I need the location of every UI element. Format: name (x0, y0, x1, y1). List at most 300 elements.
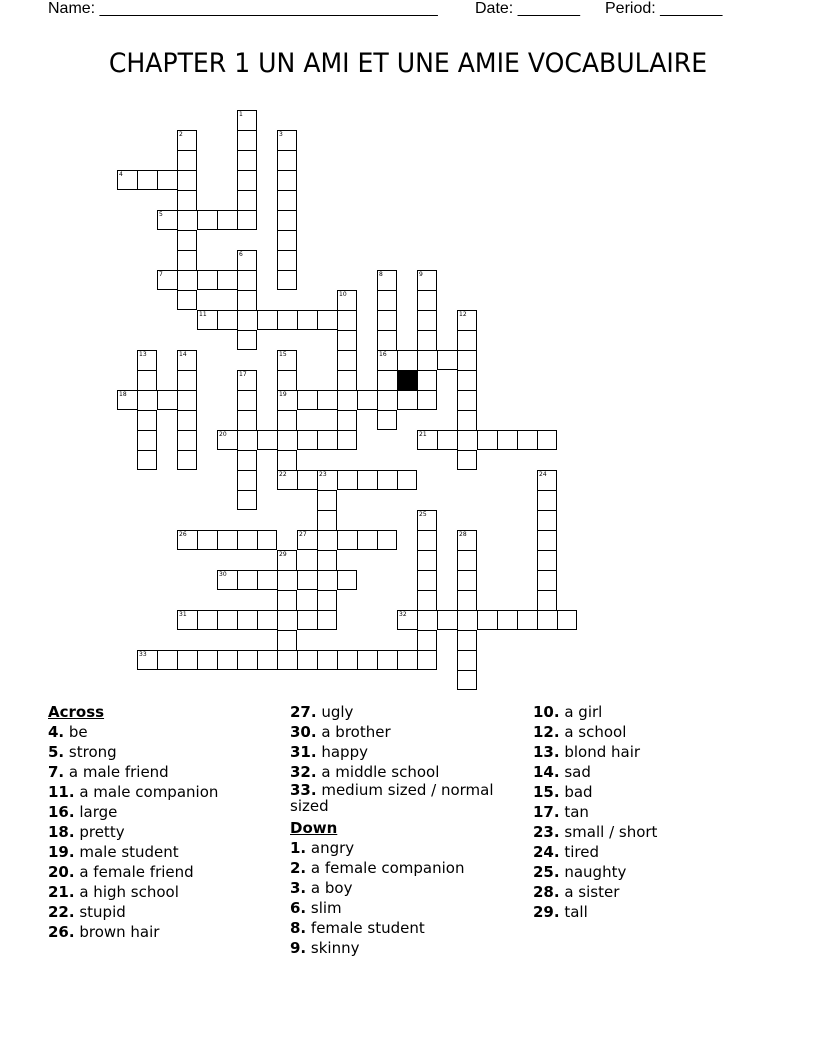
clue-item-text: bad (559, 783, 593, 801)
grid-cell[interactable] (457, 570, 477, 590)
grid-cell[interactable] (337, 330, 357, 350)
clue-number: 33 (139, 651, 147, 658)
grid-cell[interactable] (177, 230, 197, 250)
grid-cell[interactable] (277, 230, 297, 250)
clue-item-text: a school (559, 723, 627, 741)
grid-cell[interactable] (117, 170, 137, 190)
clue-item (48, 722, 218, 742)
clue-number: 4 (119, 171, 123, 178)
grid-cell[interactable] (157, 210, 177, 230)
clue-number: 22 (279, 471, 287, 478)
grid-cell[interactable] (537, 610, 557, 630)
grid-cell[interactable] (217, 650, 237, 670)
clue-item-number: 11. (48, 783, 75, 801)
clue-item-number: 26. (48, 923, 75, 941)
grid-cell[interactable] (457, 390, 477, 410)
clue-item-number: 23. (533, 823, 560, 841)
grid-cell[interactable] (457, 410, 477, 430)
clue-number: 17 (239, 371, 247, 378)
grid-cell[interactable] (497, 430, 517, 450)
grid-cell[interactable] (537, 590, 557, 610)
grid-cell[interactable] (177, 210, 197, 230)
grid-cell[interactable] (277, 370, 297, 390)
grid-cell[interactable] (337, 470, 357, 490)
grid-cell[interactable] (257, 530, 277, 550)
grid-cell[interactable] (217, 310, 237, 330)
grid-cell[interactable] (177, 170, 197, 190)
grid-cell[interactable] (397, 610, 417, 630)
grid-cell[interactable] (377, 650, 397, 670)
grid-cell[interactable] (137, 410, 157, 430)
grid-cell[interactable] (537, 490, 557, 510)
grid-cell[interactable] (237, 430, 257, 450)
grid-cell[interactable] (337, 410, 357, 430)
grid-cell[interactable] (417, 370, 437, 390)
clue-item-text: pretty (74, 823, 125, 841)
grid-cell[interactable] (537, 510, 557, 530)
grid-cell[interactable] (337, 430, 357, 450)
clue-item (533, 762, 657, 782)
clue-item (533, 822, 657, 842)
grid-cell[interactable] (137, 350, 157, 370)
clue-number: 30 (219, 571, 227, 578)
grid-cell[interactable] (457, 650, 477, 670)
grid-cell[interactable] (217, 570, 237, 590)
grid-cell[interactable] (417, 270, 437, 290)
clue-section-heading: Down (290, 819, 338, 837)
clue-number: 15 (279, 351, 287, 358)
clue-item-text: tired (559, 843, 599, 861)
clue-item (290, 898, 520, 918)
grid-cell[interactable] (157, 650, 177, 670)
grid-cell[interactable] (377, 310, 397, 330)
grid-cell[interactable] (337, 650, 357, 670)
grid-cell[interactable] (157, 270, 177, 290)
grid-cell[interactable] (237, 490, 257, 510)
grid-cell[interactable] (177, 290, 197, 310)
grid-cell[interactable] (477, 610, 497, 630)
grid-cell[interactable] (457, 550, 477, 570)
grid-cell[interactable] (237, 470, 257, 490)
grid-cell[interactable] (277, 550, 297, 570)
clue-item-number: 1. (290, 839, 307, 857)
clue-item (290, 722, 520, 742)
grid-cell[interactable] (377, 530, 397, 550)
grid-cell[interactable] (217, 430, 237, 450)
grid-cell[interactable] (417, 650, 437, 670)
grid-cell[interactable] (337, 370, 357, 390)
grid-cell[interactable] (177, 410, 197, 430)
grid-cell[interactable] (337, 310, 357, 330)
grid-cell[interactable] (237, 170, 257, 190)
grid-cell[interactable] (237, 270, 257, 290)
clue-item (533, 802, 657, 822)
grid-cell[interactable] (117, 390, 137, 410)
clue-item (290, 762, 520, 782)
grid-cell[interactable] (377, 270, 397, 290)
grid-cell[interactable] (277, 410, 297, 430)
clue-item-text: a middle school (316, 763, 440, 781)
grid-cell[interactable] (357, 390, 377, 410)
grid-cell[interactable] (417, 350, 437, 370)
grid-cell[interactable] (177, 530, 197, 550)
clue-item (48, 882, 218, 902)
grid-cell[interactable] (177, 350, 197, 370)
grid-cell[interactable] (437, 430, 457, 450)
clue-item (290, 938, 520, 958)
clue-item-number: 14. (533, 763, 560, 781)
grid-cell[interactable] (297, 470, 317, 490)
clue-item-number: 25. (533, 863, 560, 881)
grid-cell[interactable] (317, 530, 337, 550)
clue-item (48, 922, 218, 942)
grid-cell[interactable] (277, 570, 297, 590)
clue-item (533, 882, 657, 902)
grid-cell[interactable] (257, 650, 277, 670)
grid-cell[interactable] (137, 390, 157, 410)
grid-cell[interactable] (457, 430, 477, 450)
clue-item (48, 802, 218, 822)
grid-cell[interactable] (277, 250, 297, 270)
clue-item (48, 822, 218, 842)
clue-item-number: 24. (533, 843, 560, 861)
grid-cell[interactable] (277, 470, 297, 490)
grid-cell[interactable] (297, 650, 317, 670)
clue-item-number: 3. (290, 879, 307, 897)
clue-item (533, 862, 657, 882)
clue-number: 20 (219, 431, 227, 438)
clue-number: 1 (239, 111, 243, 118)
grid-cell[interactable] (197, 310, 217, 330)
grid-cell[interactable] (257, 570, 277, 590)
clue-column-3 (533, 702, 657, 922)
clue-item-text: angry (306, 839, 355, 857)
page-title: CHAPTER 1 UN AMI ET UNE AMIE VOCABULAIRE (108, 48, 708, 79)
clue-item-number: 15. (533, 783, 560, 801)
grid-cell[interactable] (417, 570, 437, 590)
grid-cell[interactable] (417, 390, 437, 410)
grid-cell[interactable] (177, 610, 197, 630)
clue-item-text: a sister (559, 883, 620, 901)
grid-cell[interactable] (277, 210, 297, 230)
clue-item-text: a female friend (74, 863, 194, 881)
grid-cell[interactable] (417, 610, 437, 630)
grid-cell[interactable] (377, 330, 397, 350)
grid-cell[interactable] (277, 430, 297, 450)
grid-cell[interactable] (317, 650, 337, 670)
grid-cell[interactable] (237, 250, 257, 270)
grid-cell[interactable] (377, 470, 397, 490)
clue-item-text: blond hair (559, 743, 641, 761)
grid-cell[interactable] (297, 430, 317, 450)
clue-item-text: a brother (316, 723, 391, 741)
clue-item-number: 18. (48, 823, 75, 841)
grid-cell[interactable] (297, 570, 317, 590)
grid-cell[interactable] (497, 610, 517, 630)
grid-cell[interactable] (457, 350, 477, 370)
grid-cell[interactable] (337, 570, 357, 590)
grid-cell[interactable] (237, 110, 257, 130)
grid-cell[interactable] (297, 610, 317, 630)
grid-cell[interactable] (417, 550, 437, 570)
grid-cell[interactable] (317, 610, 337, 630)
grid-cell[interactable] (317, 590, 337, 610)
grid-cell[interactable] (437, 350, 457, 370)
date-field-label: Date: _______ (475, 0, 580, 17)
grid-cell[interactable] (177, 190, 197, 210)
grid-cell[interactable] (317, 390, 337, 410)
grid-cell[interactable] (397, 390, 417, 410)
grid-cell[interactable] (377, 390, 397, 410)
grid-cell[interactable] (197, 530, 217, 550)
grid-cell[interactable] (317, 550, 337, 570)
grid-cell[interactable] (217, 610, 237, 630)
grid-cell[interactable] (397, 350, 417, 370)
clue-item (48, 762, 218, 782)
grid-cell[interactable] (217, 270, 237, 290)
clue-column-2 (290, 702, 520, 958)
grid-cell[interactable] (237, 410, 257, 430)
grid-cell[interactable] (537, 530, 557, 550)
grid-cell[interactable] (277, 270, 297, 290)
grid-cell[interactable] (237, 570, 257, 590)
grid-cell[interactable] (257, 430, 277, 450)
clue-number: 26 (179, 531, 187, 538)
grid-cell[interactable] (237, 310, 257, 330)
grid-cell[interactable] (137, 450, 157, 470)
clue-item-number: 5. (48, 743, 65, 761)
grid-cell[interactable] (277, 650, 297, 670)
grid-cell[interactable] (257, 610, 277, 630)
grid-cell[interactable] (217, 210, 237, 230)
clue-item (533, 782, 657, 802)
clue-item (533, 742, 657, 762)
clue-item (533, 902, 657, 922)
grid-cell[interactable] (137, 650, 157, 670)
clue-item-text: female student (306, 919, 425, 937)
grid-cell[interactable] (237, 610, 257, 630)
grid-cell[interactable] (237, 450, 257, 470)
grid-cell[interactable] (377, 370, 397, 390)
grid-cell[interactable] (317, 510, 337, 530)
grid-cell[interactable] (237, 150, 257, 170)
grid-cell[interactable] (417, 510, 437, 530)
clue-number: 3 (279, 131, 283, 138)
grid-cell[interactable] (557, 610, 577, 630)
grid-cell[interactable] (177, 390, 197, 410)
grid-cell[interactable] (337, 350, 357, 370)
clue-item-text: large (74, 803, 118, 821)
grid-cell[interactable] (457, 630, 477, 650)
clue-item-number: 20. (48, 863, 75, 881)
grid-cell[interactable] (357, 650, 377, 670)
grid-cell[interactable] (277, 630, 297, 650)
clue-number: 2 (179, 131, 183, 138)
grid-cell[interactable] (217, 530, 237, 550)
clue-item (48, 742, 218, 762)
clue-item-text: ugly (316, 703, 354, 721)
grid-cell[interactable] (417, 330, 437, 350)
grid-cell[interactable] (277, 450, 297, 470)
clue-item-number: 31. (290, 743, 317, 761)
grid-cell[interactable] (317, 470, 337, 490)
clue-item-number: 4. (48, 723, 65, 741)
grid-cell[interactable] (297, 310, 317, 330)
grid-cell[interactable] (397, 650, 417, 670)
grid-cell[interactable] (537, 430, 557, 450)
grid-cell[interactable] (137, 370, 157, 390)
clue-number: 12 (459, 311, 467, 318)
grid-cell[interactable] (417, 630, 437, 650)
grid-cell[interactable] (177, 370, 197, 390)
grid-cell[interactable] (277, 350, 297, 370)
grid-cell[interactable] (237, 530, 257, 550)
grid-cell[interactable] (237, 290, 257, 310)
grid-cell[interactable] (457, 670, 477, 690)
grid-cell[interactable] (277, 610, 297, 630)
grid-cell[interactable] (317, 490, 337, 510)
grid-cell[interactable] (417, 590, 437, 610)
grid-cell[interactable] (237, 330, 257, 350)
grid-cell[interactable] (377, 290, 397, 310)
grid-cell[interactable] (337, 290, 357, 310)
grid-cell[interactable] (237, 210, 257, 230)
clue-item-text: small / short (559, 823, 658, 841)
grid-cell[interactable] (277, 590, 297, 610)
clue-item-number: 19. (48, 843, 75, 861)
clue-item-text: male student (74, 843, 179, 861)
clue-item (290, 702, 520, 722)
clue-item (48, 862, 218, 882)
grid-cell[interactable] (357, 470, 377, 490)
grid-cell[interactable] (237, 370, 257, 390)
grid-cell[interactable] (277, 310, 297, 330)
grid-cell[interactable] (377, 410, 397, 430)
clue-item-number: 22. (48, 903, 75, 921)
grid-cell[interactable] (477, 430, 497, 450)
grid-cell[interactable] (397, 470, 417, 490)
grid-cell[interactable] (457, 610, 477, 630)
clue-item-number: 6. (290, 899, 307, 917)
grid-cell[interactable] (457, 590, 477, 610)
clue-item (290, 742, 520, 762)
grid-cell[interactable] (377, 350, 397, 370)
grid-cell[interactable] (197, 210, 217, 230)
grid-cell[interactable] (537, 570, 557, 590)
grid-cell[interactable] (297, 530, 317, 550)
clue-number: 29 (279, 551, 287, 558)
grid-cell[interactable] (277, 170, 297, 190)
grid-cell[interactable] (277, 130, 297, 150)
grid-cell[interactable] (277, 390, 297, 410)
clue-item-text: a girl (559, 703, 603, 721)
clue-item-number: 28. (533, 883, 560, 901)
grid-cell[interactable] (237, 130, 257, 150)
grid-cell[interactable] (417, 310, 437, 330)
grid-cell[interactable] (157, 170, 177, 190)
clue-item-text: a female companion (306, 859, 465, 877)
grid-cell[interactable] (197, 650, 217, 670)
clue-item (533, 722, 657, 742)
grid-cell[interactable] (177, 150, 197, 170)
grid-cell[interactable] (517, 430, 537, 450)
grid-cell[interactable] (237, 650, 257, 670)
grid-cell[interactable] (437, 610, 457, 630)
grid-cell[interactable] (157, 390, 177, 410)
grid-cell[interactable] (177, 130, 197, 150)
grid-cell[interactable] (517, 610, 537, 630)
clue-item-number: 17. (533, 803, 560, 821)
clue-number: 6 (239, 251, 243, 258)
clue-number: 14 (179, 351, 187, 358)
grid-cell[interactable] (177, 270, 197, 290)
grid-cell[interactable] (537, 470, 557, 490)
grid-cell[interactable] (197, 270, 217, 290)
clue-item (290, 838, 520, 858)
clue-item-text: sad (559, 763, 591, 781)
grid-cell[interactable] (457, 530, 477, 550)
grid-cell[interactable] (137, 170, 157, 190)
grid-cell[interactable] (457, 310, 477, 330)
period-field-label: Period: _______ (605, 0, 723, 17)
clue-item-number: 32. (290, 763, 317, 781)
clue-item (48, 842, 218, 862)
name-field-label: Name: ______________________________________ (48, 0, 438, 17)
grid-cell[interactable] (137, 430, 157, 450)
grid-cell[interactable] (317, 310, 337, 330)
grid-cell[interactable] (237, 190, 257, 210)
grid-cell[interactable] (457, 330, 477, 350)
clue-item (48, 902, 218, 922)
clue-item-number: 2. (290, 859, 307, 877)
grid-cell[interactable] (237, 390, 257, 410)
grid-cell[interactable] (417, 290, 437, 310)
grid-cell[interactable] (277, 190, 297, 210)
clue-item (48, 782, 218, 802)
clue-column-1 (48, 702, 218, 942)
grid-cell[interactable] (417, 430, 437, 450)
clue-number: 24 (539, 471, 547, 478)
clue-item-number: 27. (290, 703, 317, 721)
clue-number: 11 (199, 311, 207, 318)
grid-cell[interactable] (277, 150, 297, 170)
grid-cell[interactable] (457, 370, 477, 390)
grid-cell[interactable] (177, 450, 197, 470)
grid-cell[interactable] (177, 250, 197, 270)
grid-cell[interactable] (177, 430, 197, 450)
grid-cell[interactable] (297, 390, 317, 410)
clue-item (533, 842, 657, 862)
clue-number: 31 (179, 611, 187, 618)
grid-cell[interactable] (317, 430, 337, 450)
clue-item (290, 878, 520, 898)
grid-cell[interactable] (337, 530, 357, 550)
grid-cell[interactable] (337, 390, 357, 410)
clue-item-number: 30. (290, 723, 317, 741)
grid-cell[interactable] (357, 530, 377, 550)
grid-cell[interactable] (177, 650, 197, 670)
clue-item-text: skinny (306, 939, 360, 957)
grid-cell[interactable] (257, 310, 277, 330)
grid-cell[interactable] (317, 570, 337, 590)
clue-item-text: a male friend (64, 763, 169, 781)
grid-cell[interactable] (457, 450, 477, 470)
clue-item-number: 8. (290, 919, 307, 937)
grid-cell[interactable] (537, 550, 557, 570)
clue-item-text: a male companion (74, 783, 219, 801)
grid-cell[interactable] (417, 530, 437, 550)
grid-cell[interactable] (197, 610, 217, 630)
